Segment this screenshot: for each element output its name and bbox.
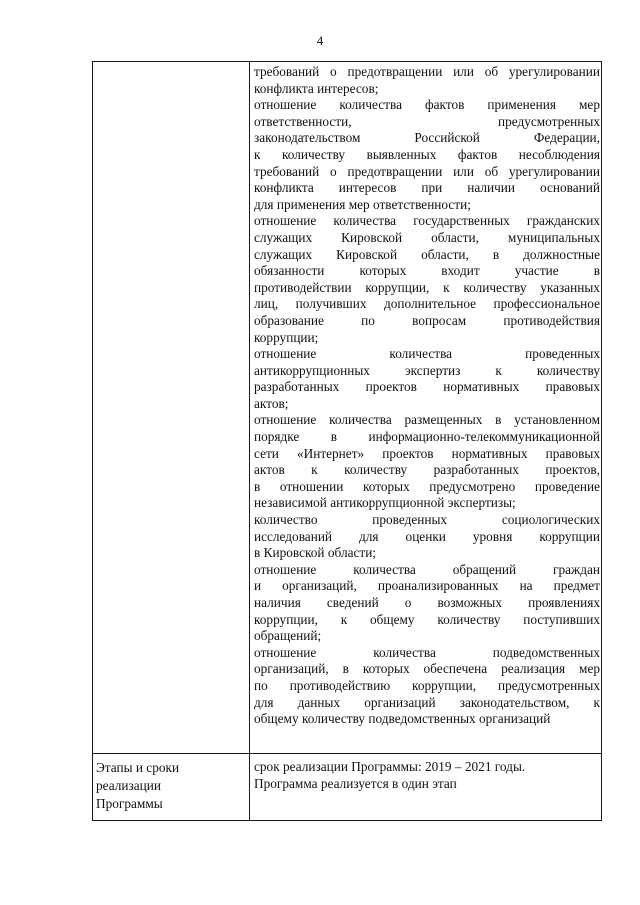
indicator-text-line: обязанности которых входит участие в: [254, 263, 600, 279]
stages-label-cell: [96, 759, 244, 813]
stages-label-line: реализации: [96, 778, 161, 793]
indicator-text-line: служащих Кировской области, в должностные: [254, 246, 600, 262]
indicator-text-line: законодательством Российской Федерации,: [254, 130, 600, 146]
page-number: 4: [316, 33, 324, 48]
stages-value-cell: [254, 759, 600, 792]
indicator-text-line: коррупции, к общему количеству поступивших: [254, 611, 600, 627]
indicator-text-line: организаций, в которых обеспечена реализация мер: [254, 661, 600, 677]
indicator-text-line: конфликта интересов;: [254, 80, 379, 96]
indicator-text-line: конфликта интересов при наличии оснований: [254, 180, 600, 196]
indicator-text-line: порядке в информационно-телекоммуникационной: [254, 429, 600, 445]
indicators-cell: [254, 64, 600, 728]
indicator-text-line: и организаций, проанализированных на предмет: [254, 578, 600, 594]
indicator-text-line: исследований для оценки уровня коррупции: [254, 528, 600, 544]
indicator-text-line: общему количеству подведомственных организаций: [254, 711, 551, 727]
indicator-text-line: сети «Интернет» проектов нормативных правовых: [254, 445, 600, 461]
indicator-text-line: обращений;: [254, 628, 322, 644]
indicator-text-line: к количеству выявленных фактов несоблюдения: [254, 146, 600, 162]
indicator-text-line: отношение количества подведомственных: [254, 644, 600, 660]
indicator-text-line: коррупции;: [254, 329, 319, 345]
indicator-text-line: разработанных проектов нормативных правовых: [254, 379, 600, 395]
indicator-text-line: отношение количества размещенных в установленном: [254, 412, 600, 428]
program-passport-table: [92, 61, 602, 821]
indicator-text-line: актов к количеству разработанных проектов,: [254, 462, 600, 478]
indicator-text-line: для данных организаций законодательством, к: [254, 694, 600, 710]
indicator-text-line: требований о предотвращении или об урегулировании: [254, 163, 600, 179]
indicator-text-line: отношение количества фактов применения мер: [254, 97, 600, 113]
indicator-text-line: ответственности, предусмотренных: [254, 113, 600, 129]
indicator-text-line: в Кировской области;: [254, 545, 377, 561]
indicator-text-line: в отношении которых предусмотрено проведение: [254, 478, 600, 494]
column-divider: [249, 62, 250, 820]
indicator-text-line: служащих Кировской области, муниципальных: [254, 229, 600, 245]
indicator-text-line: отношение количества обращений граждан: [254, 561, 600, 577]
indicator-text-line: лиц, получивших дополнительное профессиональное: [254, 296, 600, 312]
indicator-text-line: противодействии коррупции, к количеству указанных: [254, 279, 600, 295]
stages-value-line: срок реализации Программы: 2019 – 2021 годы.: [254, 759, 526, 774]
stages-label-line: Этапы и сроки: [96, 760, 180, 775]
stages-label-line: Программы: [96, 796, 163, 811]
indicator-text-line: отношение количества проведенных: [254, 346, 600, 362]
indicator-text-line: антикоррупционных экспертиз к количеству: [254, 362, 600, 378]
indicator-text-line: по противодействию коррупции, предусмотренных: [254, 677, 600, 693]
row-divider: [93, 753, 601, 754]
indicator-text-line: требований о предотвращении или об урегулировании: [254, 64, 600, 79]
indicator-text-line: количество проведенных социологических: [254, 512, 600, 528]
indicator-text-line: актов;: [254, 395, 289, 411]
stages-value-line: Программа реализуется в один этап: [254, 775, 457, 791]
indicator-text-line: образование по вопросам противодействия: [254, 312, 600, 328]
indicator-text-line: независимой антикоррупционной экспертизы;: [254, 495, 516, 511]
indicator-text-line: для применения мер ответственности;: [254, 196, 471, 212]
indicator-text-line: наличия сведений о возможных проявлениях: [254, 595, 600, 610]
indicator-text-line: отношение количества государственных гражданских: [254, 213, 600, 229]
